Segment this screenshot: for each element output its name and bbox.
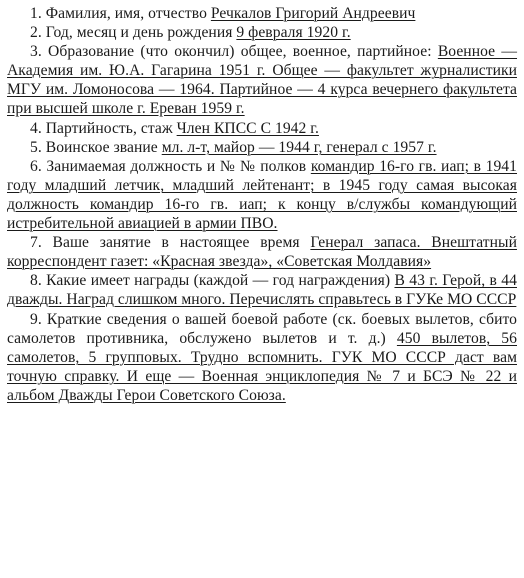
question-text: 8. Какие имеет награды (каждой — год награждения)	[30, 272, 395, 290]
answer-text: Генерал запаса. Внештатный корреспондент газет: «Красная звезда», «Советская Молдавия»	[7, 234, 517, 271]
answer-text: Речкалов Григорий Андреевич	[210, 5, 416, 22]
item-position	[7, 157, 517, 233]
answer-text: 9 февраля 1920 г.	[236, 24, 351, 42]
question-text: 1. Фамилия, имя, отчество	[30, 5, 211, 22]
item-birth-date	[7, 23, 517, 42]
question-text: 4. Партийность, стаж	[30, 119, 177, 137]
question-text: 5. Воинское звание	[30, 138, 162, 156]
answer-text: 450 вылетов, 56 самолетов, 5 групповых. Трудно вспомнить. ГУК МО СССР даст вам точную справку. И еще — Военная энциклопедия № 7 и БСЭ № 22 и альбом Дважды Герои Советского Союза.	[7, 329, 517, 404]
item-party-membership	[7, 119, 517, 138]
item-combat-record	[7, 310, 517, 405]
item-awards	[7, 271, 517, 309]
answer-text: командир 16-го гв. иап; в 1941 году младший летчик, младший лейтенант; в 1945 году самая высокая должность командир 16-го гв. иап; к концу в/службы командующий истребительной авиацией в армии ПВО.	[7, 157, 517, 233]
question-text: 6. Занимаемая должность и № № полков	[30, 157, 311, 175]
item-education	[7, 42, 517, 118]
answer-text: Член КПСС С 1942 г.	[176, 119, 319, 137]
question-text: 9. Краткие сведения о вашей боевой работе (ск. боевых вылетов, сбито самолетов противника, обслужено вылетов и т. д.)	[7, 310, 517, 347]
answer-text: Военное — Академия им. Ю.А. Гагарина 1951 г. Общее — факультет журналистики МГУ им. Ломоносова — 1964. Партийное — 4 курса вечернего факультета при высшей школе г. Ереван 1959 г.	[7, 43, 518, 118]
question-text: 2. Год, месяц и день рождения	[30, 24, 237, 42]
answer-text: В 43 г. Герой, в 44 дважды. Наград слишком много. Перечислять справьтесь в ГУКе МО СССР	[7, 272, 517, 309]
item-military-rank	[7, 138, 517, 157]
questionnaire-document	[7, 0, 517, 405]
question-text: 7. Ваше занятие в настоящее время	[30, 234, 311, 252]
answer-text: мл. л-т, майор — 1944 г, генерал с 1957 г.	[161, 138, 437, 156]
item-full-name	[7, 4, 517, 23]
item-current-occupation	[7, 233, 517, 271]
question-text: 3. Образование (что окончил) общее, военное, партийное:	[30, 43, 438, 61]
